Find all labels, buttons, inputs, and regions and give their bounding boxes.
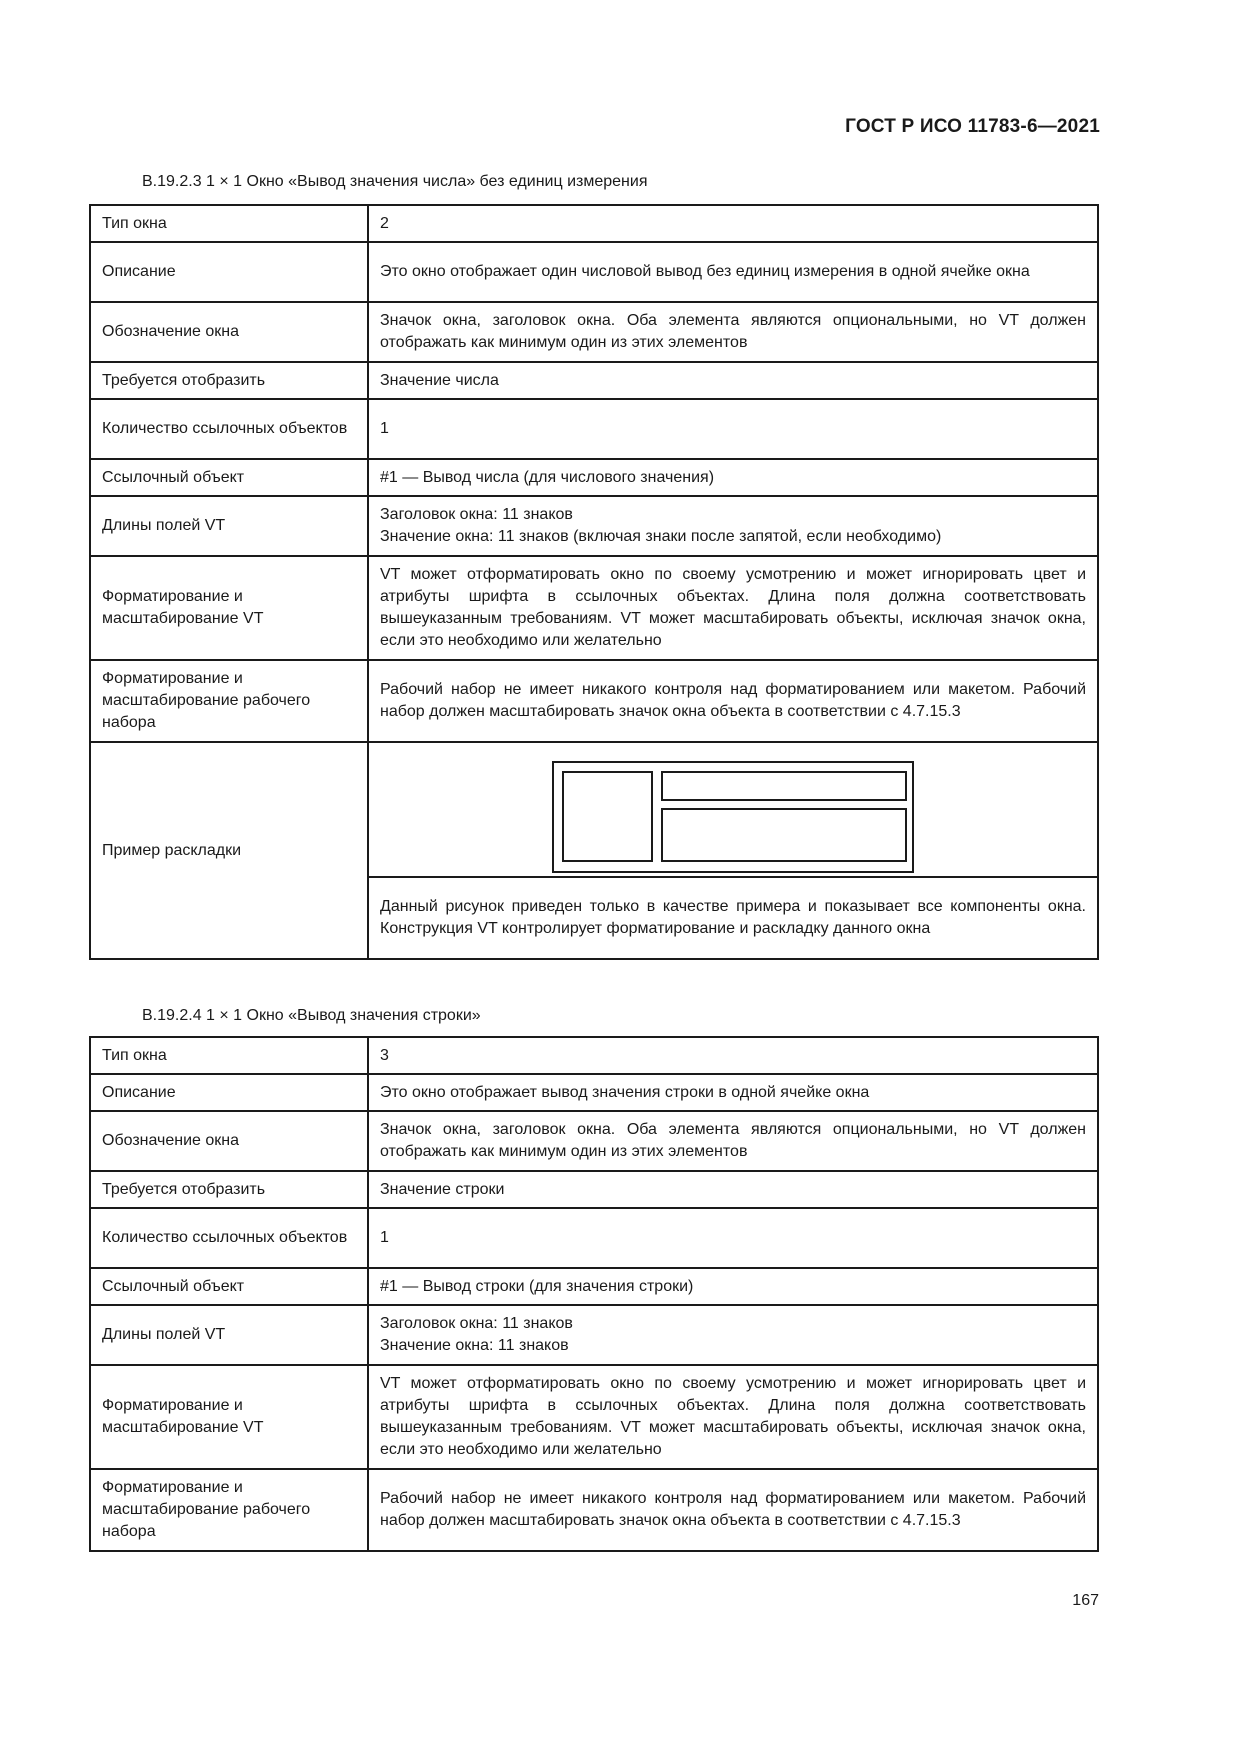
table-row (90, 556, 1098, 660)
row-value: 3 (368, 1037, 1098, 1074)
figure-window-icon-box (562, 771, 653, 862)
row-label: Длины полей VT (90, 496, 368, 556)
row-value: Данный рисунок приведен только в качестве примера и показывает все компоненты окна. Конструкция VT контролирует форматирование и раскладку данного окна (368, 877, 1098, 959)
spec-table-string-output (89, 1036, 1099, 1552)
row-value: Это окно отображает вывод значения строки в одной ячейке окна (368, 1074, 1098, 1111)
row-value: VT может отформатировать окно по своему усмотрению и может игнорировать цвет и атрибуты шрифта в ссылочных объектах. Длина поля должна соответствовать вышеуказанным требованиям. VT может масштабировать объекты, исключая значок окна, если это необходимо или желательно (368, 1365, 1098, 1469)
table-row (90, 660, 1098, 742)
row-value: 1 (368, 399, 1098, 459)
row-value: Значение числа (368, 362, 1098, 399)
row-label: Требуется отобразить (90, 1171, 368, 1208)
row-label: Пример раскладки (90, 742, 368, 959)
table-row (90, 1469, 1098, 1551)
row-label: Тип окна (90, 205, 368, 242)
row-value: Значок окна, заголовок окна. Оба элемента являются опциональными, но VT должен отображать как минимум один из этих элементов (368, 1111, 1098, 1171)
table-row (90, 399, 1098, 459)
row-label: Ссылочный объект (90, 1268, 368, 1305)
row-value: #1 — Вывод строки (для значения строки) (368, 1268, 1098, 1305)
row-label: Описание (90, 242, 368, 302)
table-row (90, 1171, 1098, 1208)
figure-window-title-box (661, 771, 907, 801)
row-label: Тип окна (90, 1037, 368, 1074)
row-label: Обозначение окна (90, 302, 368, 362)
row-label: Форматирование и масштабирование VT (90, 556, 368, 660)
row-value: Значение строки (368, 1171, 1098, 1208)
row-value: 2 (368, 205, 1098, 242)
section-caption-b19-2-4: B.19.2.4 1 × 1 Окно «Вывод значения строки» (142, 1007, 481, 1024)
layout-example-figure-cell (368, 742, 1098, 877)
table-row (90, 1268, 1098, 1305)
row-value: Значок окна, заголовок окна. Оба элемента являются опциональными, но VT должен отображать как минимум один из этих элементов (368, 302, 1098, 362)
table-row (90, 742, 1098, 877)
table-row (90, 1074, 1098, 1111)
row-label: Форматирование и масштабирование рабочего набора (90, 1469, 368, 1551)
row-label: Требуется отобразить (90, 362, 368, 399)
value-line: Значение окна: 11 знаков (380, 1337, 569, 1354)
row-value (368, 496, 1098, 556)
document-standard-header: ГОСТ Р ИСО 11783-6—2021 (845, 116, 1100, 137)
table-row (90, 362, 1098, 399)
row-value: 1 (368, 1208, 1098, 1268)
value-line: Заголовок окна: 11 знаков (380, 1315, 573, 1332)
table-row (90, 302, 1098, 362)
table-row (90, 1037, 1098, 1074)
value-line: Значение окна: 11 знаков (включая знаки после запятой, если необходимо) (380, 528, 942, 545)
table-row (90, 459, 1098, 496)
table-row (90, 242, 1098, 302)
row-value: Это окно отображает один числовой вывод без единиц измерения в одной ячейке окна (368, 242, 1098, 302)
table-row (90, 1365, 1098, 1469)
table-row (90, 1111, 1098, 1171)
figure-window-value-box (661, 808, 907, 862)
table-row (90, 496, 1098, 556)
figure-window-frame (552, 761, 914, 873)
section-caption-b19-2-3: B.19.2.3 1 × 1 Окно «Вывод значения числа» без единиц измерения (142, 173, 648, 190)
row-label: Количество ссылочных объектов (90, 1208, 368, 1268)
table-row (90, 1305, 1098, 1365)
row-label: Форматирование и масштабирование VT (90, 1365, 368, 1469)
row-label: Форматирование и масштабирование рабочего набора (90, 660, 368, 742)
value-line: Заголовок окна: 11 знаков (380, 506, 573, 523)
page-number: 167 (1072, 1592, 1099, 1609)
row-value: Рабочий набор не имеет никакого контроля над форматированием или макетом. Рабочий набор должен масштабировать значок окна объекта в соответствии с 4.7.15.3 (368, 1469, 1098, 1551)
layout-example-figure (369, 743, 1097, 876)
spec-table-number-output (89, 204, 1099, 960)
row-value: VT может отформатировать окно по своему усмотрению и может игнорировать цвет и атрибуты шрифта в ссылочных объектах. Длина поля должна соответствовать вышеуказанным требованиям. VT может масштабировать объекты, исключая значок окна, если это необходимо или желательно (368, 556, 1098, 660)
row-value (368, 1305, 1098, 1365)
row-label: Обозначение окна (90, 1111, 368, 1171)
row-value: #1 — Вывод числа (для числового значения) (368, 459, 1098, 496)
table-row (90, 205, 1098, 242)
table-row (90, 1208, 1098, 1268)
row-label: Длины полей VT (90, 1305, 368, 1365)
row-label: Количество ссылочных объектов (90, 399, 368, 459)
row-label: Описание (90, 1074, 368, 1111)
row-value: Рабочий набор не имеет никакого контроля над форматированием или макетом. Рабочий набор должен масштабировать значок окна объекта в соответствии с 4.7.15.3 (368, 660, 1098, 742)
row-label: Ссылочный объект (90, 459, 368, 496)
